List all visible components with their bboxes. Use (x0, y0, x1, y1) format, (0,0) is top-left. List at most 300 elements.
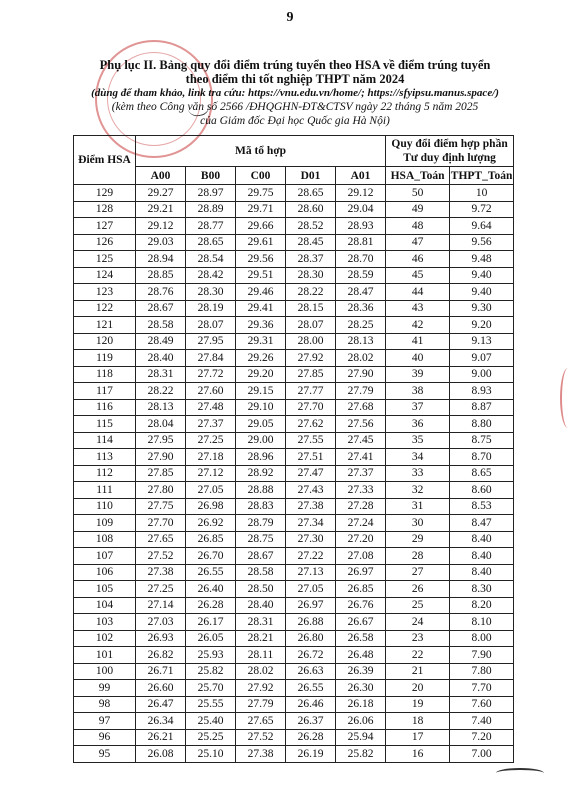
table-cell: 26.80 (286, 630, 336, 647)
table-cell: 26.97 (286, 597, 336, 614)
table-cell: 28.85 (136, 267, 186, 284)
table-cell: 29.75 (236, 185, 286, 202)
table-cell: 27.85 (136, 465, 186, 482)
table-cell: 16 (386, 746, 450, 763)
table-cell: 28.13 (336, 333, 386, 350)
table-cell: 27.38 (286, 498, 336, 515)
table-cell: 23 (386, 630, 450, 647)
table-cell: 8.87 (450, 399, 514, 416)
table-cell: 47 (386, 234, 450, 251)
table-cell: 27.52 (136, 548, 186, 565)
table-cell: 26.17 (186, 614, 236, 631)
table-cell: 27.60 (186, 383, 236, 400)
table-cell: 27.45 (336, 432, 386, 449)
table-cell: 25.70 (186, 680, 236, 697)
table-cell: 26.93 (136, 630, 186, 647)
header-ma-to-hop: Mã tổ hợp (136, 136, 386, 167)
table-cell: 27.65 (136, 531, 186, 548)
table-cell: 21 (386, 663, 450, 680)
table-cell: 29.03 (136, 234, 186, 251)
table-row (74, 531, 514, 548)
table-cell: 28.49 (136, 333, 186, 350)
table-cell: 9.40 (450, 284, 514, 301)
table-cell: 8.30 (450, 581, 514, 598)
table-cell: 28.77 (186, 218, 236, 235)
table-cell: 29.00 (236, 432, 286, 449)
table-cell: 126 (74, 234, 136, 251)
table-cell: 27.24 (336, 515, 386, 532)
table-cell: 123 (74, 284, 136, 301)
table-cell: 7.70 (450, 680, 514, 697)
table-cell: 7.40 (450, 713, 514, 730)
table-cell: 28.07 (186, 317, 236, 334)
table-cell: 8.70 (450, 449, 514, 466)
table-row (74, 482, 514, 499)
table-cell: 28.22 (136, 383, 186, 400)
table-cell: 27.33 (336, 482, 386, 499)
table-cell: 27.62 (286, 416, 336, 433)
table-cell: 28.42 (186, 267, 236, 284)
table-cell: 8.40 (450, 548, 514, 565)
table-row (74, 465, 514, 482)
table-cell: 29 (386, 531, 450, 548)
table-cell: 26.97 (336, 564, 386, 581)
table-cell: 27.03 (136, 614, 186, 631)
table-cell: 29.41 (236, 300, 286, 317)
table-cell: 8.47 (450, 515, 514, 532)
table-cell: 28.30 (286, 267, 336, 284)
table-cell: 26.21 (136, 729, 186, 746)
table-row (74, 581, 514, 598)
sub-header-cell: D01 (286, 167, 336, 185)
table-cell: 25.40 (186, 713, 236, 730)
table-cell: 19 (386, 696, 450, 713)
table-cell: 26.98 (186, 498, 236, 515)
table-cell: 28.40 (236, 597, 286, 614)
table-cell: 26.72 (286, 647, 336, 664)
table-cell: 26.47 (136, 696, 186, 713)
table-cell: 20 (386, 680, 450, 697)
table-cell: 25.25 (186, 729, 236, 746)
table-cell: 26.82 (136, 647, 186, 664)
table-cell: 28.83 (236, 498, 286, 515)
table-row (74, 713, 514, 730)
table-cell: 28.50 (236, 581, 286, 598)
table-row (74, 284, 514, 301)
table-cell: 29.56 (236, 251, 286, 268)
table-cell: 9.40 (450, 267, 514, 284)
table-cell: 29.05 (236, 416, 286, 433)
table-row (74, 729, 514, 746)
table-cell: 26.92 (186, 515, 236, 532)
table-cell: 29.20 (236, 366, 286, 383)
table-row (74, 630, 514, 647)
table-cell: 27.85 (286, 366, 336, 383)
table-cell: 27.25 (186, 432, 236, 449)
table-cell: 28.25 (336, 317, 386, 334)
table-cell: 127 (74, 218, 136, 235)
table-cell: 25.55 (186, 696, 236, 713)
table-cell: 27.84 (186, 350, 236, 367)
table-cell: 26.70 (186, 548, 236, 565)
table-cell: 28.79 (236, 515, 286, 532)
table-cell: 29.10 (236, 399, 286, 416)
table-cell: 28.96 (236, 449, 286, 466)
table-cell: 25.94 (336, 729, 386, 746)
table-cell: 27.18 (186, 449, 236, 466)
table-cell: 25.82 (186, 663, 236, 680)
table-row (74, 416, 514, 433)
table-cell: 27.95 (186, 333, 236, 350)
table-cell: 50 (386, 185, 450, 202)
table-row (74, 350, 514, 367)
table-cell: 28.70 (336, 251, 386, 268)
table-row (74, 647, 514, 664)
table-cell: 29.46 (236, 284, 286, 301)
table-cell: 9.20 (450, 317, 514, 334)
sub-header-cell: HSA_Toán (386, 167, 450, 185)
sub-header-row (74, 167, 514, 185)
table-cell: 28.58 (136, 317, 186, 334)
table-cell: 29.27 (136, 185, 186, 202)
table-cell: 8.20 (450, 597, 514, 614)
table-cell: 28.15 (286, 300, 336, 317)
sub-header-cell: C00 (236, 167, 286, 185)
table-cell: 8.80 (450, 416, 514, 433)
table-cell: 24 (386, 614, 450, 631)
table-cell: 110 (74, 498, 136, 515)
table-cell: 25.93 (186, 647, 236, 664)
table-cell: 26.85 (336, 581, 386, 598)
table-cell: 109 (74, 515, 136, 532)
table-cell: 27.92 (286, 350, 336, 367)
table-cell: 9.56 (450, 234, 514, 251)
table-row (74, 399, 514, 416)
table-cell: 29.15 (236, 383, 286, 400)
table-cell: 27.68 (336, 399, 386, 416)
table-cell: 27.14 (136, 597, 186, 614)
score-conversion-table (73, 135, 514, 763)
table-cell: 129 (74, 185, 136, 202)
table-cell: 96 (74, 729, 136, 746)
table-cell: 48 (386, 218, 450, 235)
table-cell: 27.80 (136, 482, 186, 499)
table-cell: 7.20 (450, 729, 514, 746)
table-cell: 28.19 (186, 300, 236, 317)
table-cell: 26.39 (336, 663, 386, 680)
table-cell: 28.04 (136, 416, 186, 433)
table-cell: 9.30 (450, 300, 514, 317)
table-cell: 27 (386, 564, 450, 581)
margin-stamp-mark (560, 368, 576, 428)
table-cell: 29.36 (236, 317, 286, 334)
table-cell: 36 (386, 416, 450, 433)
table-cell: 27.75 (136, 498, 186, 515)
table-cell: 102 (74, 630, 136, 647)
table-cell: 25 (386, 597, 450, 614)
table-cell: 28.07 (286, 317, 336, 334)
table-cell: 27.08 (336, 548, 386, 565)
table-cell: 28.31 (236, 614, 286, 631)
table-cell: 113 (74, 449, 136, 466)
table-cell: 29.71 (236, 201, 286, 218)
sub-header-cell: A00 (136, 167, 186, 185)
table-row (74, 515, 514, 532)
issuer-line: của Giám đốc Đại học Quốc gia Hà Nội) (200, 115, 390, 127)
table-cell: 128 (74, 201, 136, 218)
table-cell: 26.58 (336, 630, 386, 647)
table-cell: 8.60 (450, 482, 514, 499)
table-cell: 27.34 (286, 515, 336, 532)
table-cell: 27.13 (286, 564, 336, 581)
reference-links-line: (dùng để tham khảo, link tra cứu: https://vnu.edu.vn/home/; https://sfyipsu.manus.space/) (91, 87, 499, 99)
table-cell: 118 (74, 366, 136, 383)
table-row (74, 383, 514, 400)
table-row (74, 333, 514, 350)
table-cell: 27.48 (186, 399, 236, 416)
table-cell: 9.00 (450, 366, 514, 383)
table-row (74, 267, 514, 284)
table-cell: 26.63 (286, 663, 336, 680)
table-row (74, 614, 514, 631)
table-cell: 7.00 (450, 746, 514, 763)
table-cell: 26.48 (336, 647, 386, 664)
table-cell: 26.18 (336, 696, 386, 713)
table-cell: 8.10 (450, 614, 514, 631)
table-cell: 28.30 (186, 284, 236, 301)
table-cell: 29.12 (136, 218, 186, 235)
table-cell: 9.07 (450, 350, 514, 367)
table-cell: 27.38 (136, 564, 186, 581)
table-cell: 27.77 (286, 383, 336, 400)
table-cell: 8.75 (450, 432, 514, 449)
table-row (74, 317, 514, 334)
table-cell: 29.21 (136, 201, 186, 218)
table-cell: 28.88 (236, 482, 286, 499)
official-letter-line: (kèm theo Công văn số 2566 /ĐHQGHN-ĐT&CTSV ngày 22 tháng 5 năm 2025 (111, 101, 479, 113)
table-cell: 26.40 (186, 581, 236, 598)
table-cell: 31 (386, 498, 450, 515)
table-cell: 27.56 (336, 416, 386, 433)
table-cell: 27.65 (236, 713, 286, 730)
table-cell: 26.85 (186, 531, 236, 548)
table-cell: 28.47 (336, 284, 386, 301)
table-cell: 28 (386, 548, 450, 565)
table-cell: 28.97 (186, 185, 236, 202)
table-cell: 29.12 (336, 185, 386, 202)
table-row (74, 663, 514, 680)
table-cell: 28.52 (286, 218, 336, 235)
table-cell: 28.93 (336, 218, 386, 235)
table-cell: 26.55 (286, 680, 336, 697)
table-cell: 26 (386, 581, 450, 598)
table-cell: 28.22 (286, 284, 336, 301)
table-row (74, 432, 514, 449)
table-cell: 27.37 (336, 465, 386, 482)
table-cell: 29.31 (236, 333, 286, 350)
table-cell: 101 (74, 647, 136, 664)
table-cell: 27.55 (286, 432, 336, 449)
table-cell: 26.28 (186, 597, 236, 614)
title-line-1: Phụ lục II. Bảng quy đổi điểm trúng tuyển theo HSA về điểm trúng tuyển (99, 58, 491, 72)
table-cell: 43 (386, 300, 450, 317)
table-cell: 28.65 (186, 234, 236, 251)
table-cell: 27.30 (286, 531, 336, 548)
table-cell: 41 (386, 333, 450, 350)
table-cell: 28.02 (236, 663, 286, 680)
table-cell: 26.60 (136, 680, 186, 697)
table-cell: 28.81 (336, 234, 386, 251)
table-cell: 8.00 (450, 630, 514, 647)
table-cell: 37 (386, 399, 450, 416)
table-cell: 35 (386, 432, 450, 449)
table-cell: 106 (74, 564, 136, 581)
table-row (74, 251, 514, 268)
table-cell: 9.72 (450, 201, 514, 218)
table-cell: 120 (74, 333, 136, 350)
table-cell: 25.10 (186, 746, 236, 763)
table-cell: 33 (386, 465, 450, 482)
table-cell: 29.66 (236, 218, 286, 235)
table-cell: 28.36 (336, 300, 386, 317)
table-cell: 27.38 (236, 746, 286, 763)
table-cell: 124 (74, 267, 136, 284)
table-cell: 27.37 (186, 416, 236, 433)
table-row (74, 234, 514, 251)
table-cell: 27.72 (186, 366, 236, 383)
table-cell: 8.93 (450, 383, 514, 400)
table-cell: 30 (386, 515, 450, 532)
table-cell: 40 (386, 350, 450, 367)
table-cell: 29.51 (236, 267, 286, 284)
table-cell: 9.64 (450, 218, 514, 235)
table-row (74, 696, 514, 713)
table-cell: 98 (74, 696, 136, 713)
table-row (74, 680, 514, 697)
table-cell: 122 (74, 300, 136, 317)
table-cell: 28.67 (236, 548, 286, 565)
table-body (74, 185, 514, 763)
table-cell: 7.60 (450, 696, 514, 713)
table-cell: 95 (74, 746, 136, 763)
table-cell: 28.92 (236, 465, 286, 482)
table-cell: 26.76 (336, 597, 386, 614)
table-cell: 28.21 (236, 630, 286, 647)
table-cell: 26.71 (136, 663, 186, 680)
table-row (74, 564, 514, 581)
table-cell: 9.48 (450, 251, 514, 268)
table-cell: 27.95 (136, 432, 186, 449)
header-diem-hsa: Điểm HSA (74, 136, 136, 185)
table-cell: 46 (386, 251, 450, 268)
table-cell: 108 (74, 531, 136, 548)
table-cell: 27.90 (136, 449, 186, 466)
table-cell: 49 (386, 201, 450, 218)
table-cell: 27.05 (186, 482, 236, 499)
table-cell: 119 (74, 350, 136, 367)
table-cell: 114 (74, 432, 136, 449)
table-cell: 26.28 (286, 729, 336, 746)
table-cell: 27.90 (336, 366, 386, 383)
table-cell: 26.34 (136, 713, 186, 730)
table-cell: 111 (74, 482, 136, 499)
table-cell: 117 (74, 383, 136, 400)
table-cell: 18 (386, 713, 450, 730)
table-cell: 29.04 (336, 201, 386, 218)
table-cell: 104 (74, 597, 136, 614)
table-cell: 44 (386, 284, 450, 301)
table-cell: 28.13 (136, 399, 186, 416)
sub-header-cell: A01 (336, 167, 386, 185)
table-cell: 26.19 (286, 746, 336, 763)
table-cell: 42 (386, 317, 450, 334)
table-row (74, 366, 514, 383)
table-row (74, 746, 514, 763)
table-cell: 28.37 (286, 251, 336, 268)
table-cell: 27.41 (336, 449, 386, 466)
bottom-signature-mark (496, 768, 544, 778)
table-cell: 27.12 (186, 465, 236, 482)
table-cell: 7.80 (450, 663, 514, 680)
table-cell: 27.22 (286, 548, 336, 565)
table-cell: 28.75 (236, 531, 286, 548)
table-cell: 8.53 (450, 498, 514, 515)
table-cell: 27.20 (336, 531, 386, 548)
table-cell: 28.76 (136, 284, 186, 301)
table-cell: 25.82 (336, 746, 386, 763)
table-cell: 28.59 (336, 267, 386, 284)
table-cell: 26.06 (336, 713, 386, 730)
table-cell: 28.45 (286, 234, 336, 251)
table-cell: 39 (386, 366, 450, 383)
table-cell: 28.65 (286, 185, 336, 202)
page-number: 9 (286, 10, 294, 25)
table-cell: 28.67 (136, 300, 186, 317)
table-cell: 26.88 (286, 614, 336, 631)
table-cell: 28.94 (136, 251, 186, 268)
sub-header-cell: B00 (186, 167, 236, 185)
table-row (74, 300, 514, 317)
table-row (74, 449, 514, 466)
table-cell: 27.70 (136, 515, 186, 532)
table-cell: 7.90 (450, 647, 514, 664)
table-cell: 45 (386, 267, 450, 284)
table-cell: 28.54 (186, 251, 236, 268)
table-cell: 28.89 (186, 201, 236, 218)
table-cell: 22 (386, 647, 450, 664)
table-cell: 27.43 (286, 482, 336, 499)
table-cell: 105 (74, 581, 136, 598)
table-cell: 100 (74, 663, 136, 680)
table-cell: 115 (74, 416, 136, 433)
table-cell: 26.46 (286, 696, 336, 713)
table-cell: 27.28 (336, 498, 386, 515)
table-cell: 26.37 (286, 713, 336, 730)
table-cell: 27.70 (286, 399, 336, 416)
table-cell: 27.79 (336, 383, 386, 400)
title-line-2: theo điểm thi tốt nghiệp THPT năm 2024 (185, 72, 405, 86)
sub-header-cell: THPT_Toán (450, 167, 514, 185)
table-cell: 28.11 (236, 647, 286, 664)
table-cell: 8.65 (450, 465, 514, 482)
table-cell: 28.02 (336, 350, 386, 367)
header-quy-doi: Quy đổi điểm hợp phần Tư duy định lượng (386, 136, 514, 167)
table-cell: 8.40 (450, 564, 514, 581)
table-cell: 34 (386, 449, 450, 466)
table-cell: 112 (74, 465, 136, 482)
table-row (74, 498, 514, 515)
table-row (74, 218, 514, 235)
